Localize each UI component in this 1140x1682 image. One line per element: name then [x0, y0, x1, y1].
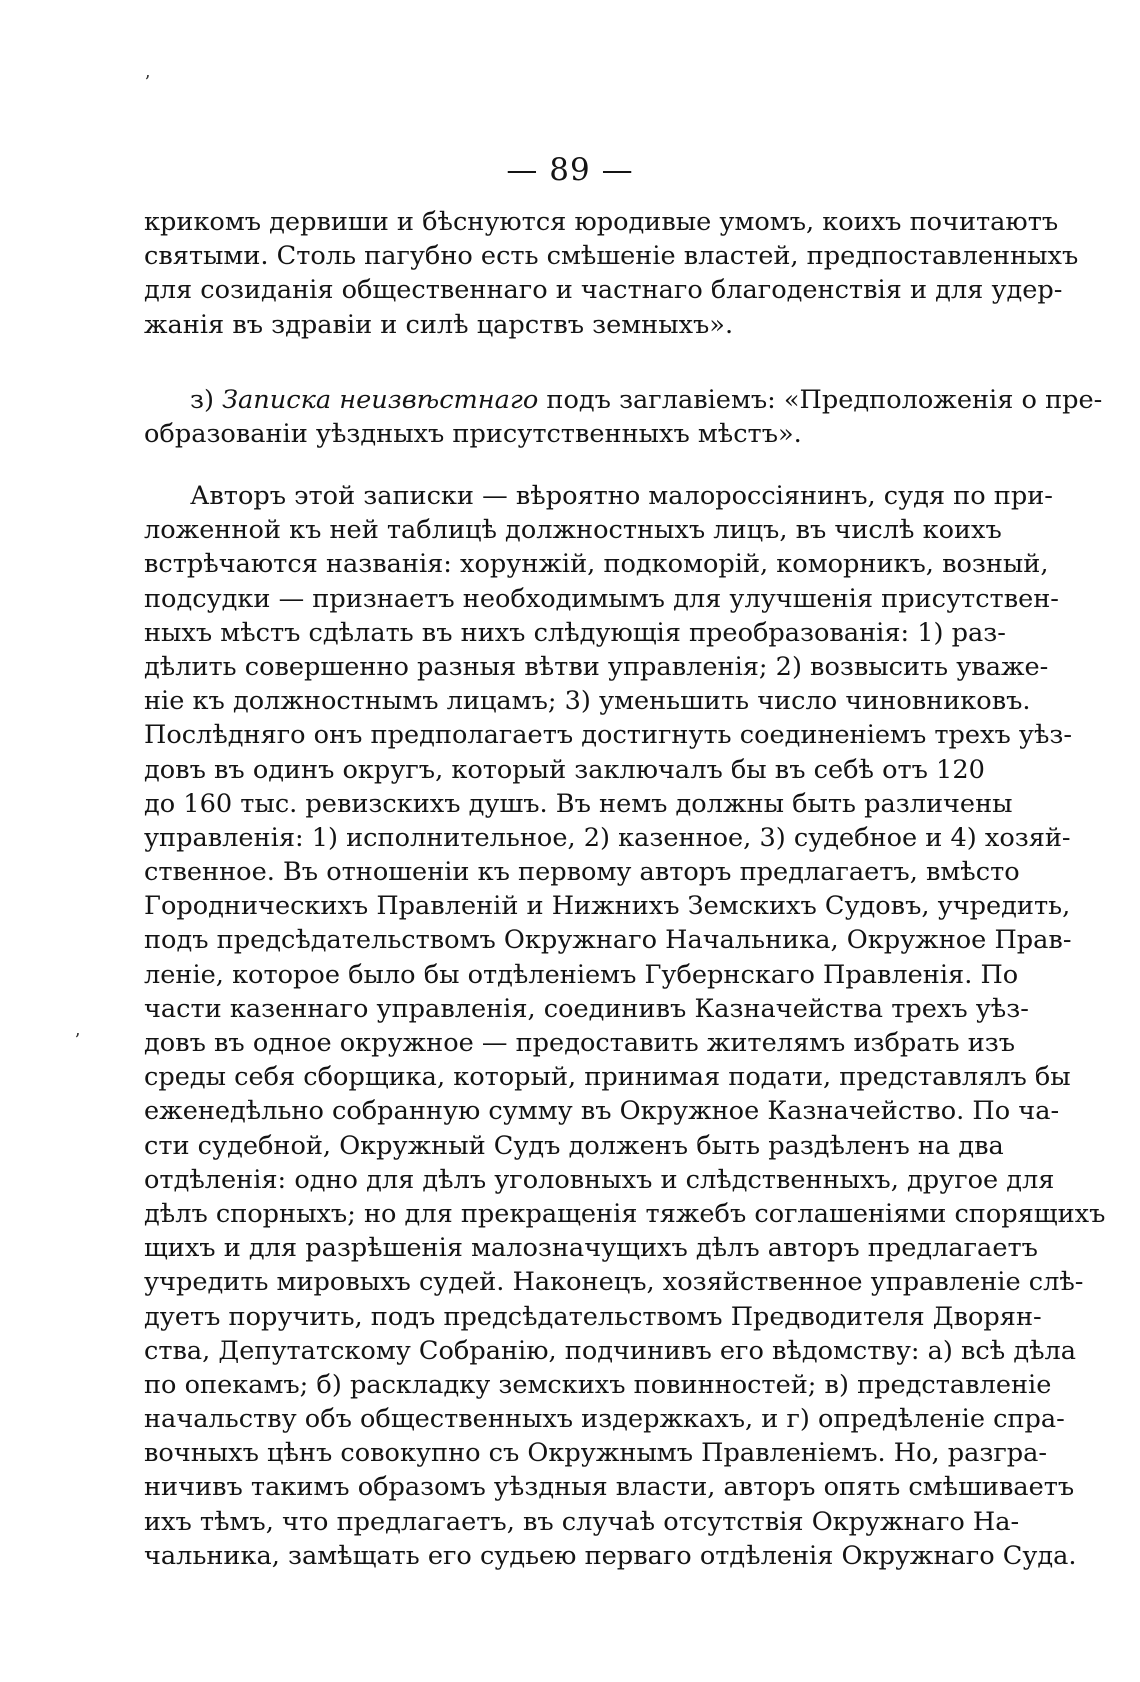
text-line: начальству объ общественныхъ издержкахъ, и г) опредѣленіе спра-: [144, 1404, 1065, 1435]
item-title-rest: подъ заглавіемъ: «Предположенія о пре-: [546, 385, 1103, 415]
item-marker: з): [190, 385, 214, 415]
text-line: Авторъ этой записки — вѣроятно малороссіянинъ, судя по при-: [190, 481, 1053, 511]
text-line: подъ предсѣдательствомъ Окружнаго Начальника, Окружное Прав-: [144, 925, 1072, 956]
text-line: еженедѣльно собранную сумму въ Окружное Казначейство. По ча-: [144, 1096, 1060, 1127]
text-line: [144, 383, 1103, 417]
text-line: ныхъ мѣстъ сдѣлать въ нихъ слѣдующія преобразованія: 1) раз-: [144, 617, 1006, 648]
text-line: части казеннаго управленія, соединивъ Казначейства трехъ уѣз-: [144, 993, 1029, 1024]
text-line: встрѣчаются названія: хорунжій, подкоморій, коморникъ, возный,: [144, 549, 1049, 580]
text-line: крикомъ дервиши и бѣснуются юродивые умомъ, коихъ почитаютъ: [144, 207, 1059, 237]
text-line: Послѣдняго онъ предполагаетъ достигнуть соединеніемъ трехъ уѣз-: [144, 720, 1073, 751]
text-line: ложенной къ ней таблицѣ должностныхъ лицъ, въ числѣ коихъ: [144, 515, 1002, 546]
text-line: ніе къ должностнымъ лицамъ; 3) уменьшить число чиновниковъ.: [144, 686, 1031, 717]
text-line: для созиданія общественнаго и частнаго благоденствія и для удер-: [144, 275, 1063, 306]
text-line: учредить мировыхъ судей. Наконецъ, хозяйственное управленіе слѣ-: [144, 1267, 1084, 1298]
text-line: ихъ тѣмъ, что предлагаетъ, въ случаѣ отсутствія Окружнаго На-: [144, 1506, 1020, 1537]
text-line: чальника, замѣщать его судьею перваго отдѣленія Окружнаго Суда.: [144, 1540, 1077, 1571]
text-line: ственное. Въ отношеніи къ первому авторъ предлагаетъ, вмѣсто: [144, 857, 1020, 888]
text-line: отдѣленія: одно для дѣлъ уголовныхъ и слѣдственныхъ, другое для: [144, 1164, 1055, 1195]
text-line: дуетъ поручить, подъ предсѣдательствомъ Предводителя Дворян-: [144, 1301, 1042, 1332]
text-line: среды себя сборщика, который, принимая подати, представлялъ бы: [144, 1062, 1071, 1093]
text-line: довъ въ одинъ округъ, который заключалъ бы въ себѣ отъ 120: [144, 754, 985, 785]
continuation-paragraph: [144, 205, 1079, 342]
stray-mark: ʼ: [144, 72, 150, 93]
text-line: сти судебной, Окружный Судъ долженъ быть раздѣленъ на два: [144, 1130, 1004, 1161]
text-line: вочныхъ цѣнъ совокупно съ Окружнымъ Правленіемъ. Но, разгра-: [144, 1438, 1048, 1469]
text-line: довъ въ одное окружное — предоставить жителямъ избрать изъ: [144, 1028, 1016, 1058]
text-line: святыми. Столь пагубно есть смѣшеніе властей, предпоставленныхъ: [144, 241, 1079, 272]
text-line: ничивъ такимъ образомъ уѣздныя власти, авторъ опять смѣшиваетъ: [144, 1472, 1075, 1503]
text-line: щихъ и для разрѣшенія малозначущихъ дѣлъ авторъ предлагаетъ: [144, 1233, 1038, 1264]
item-z-paragraph: [144, 383, 1103, 451]
text-line: дѣлить совершенно разныя вѣтви управленія; 2) возвысить уваже-: [144, 651, 1049, 682]
text-line: ства, Депутатскому Собранію, подчинивъ его вѣдомству: а) всѣ дѣла: [144, 1335, 1077, 1366]
item-italic-title: Записка неизвѣстнаго: [222, 385, 539, 415]
stray-mark: ʼ: [74, 1030, 80, 1051]
text-line: образованіи уѣздныхъ присутственныхъ мѣстъ».: [144, 419, 802, 450]
text-line: управленія: 1) исполнительное, 2) казенное, 3) судебное и 4) хозяй-: [144, 822, 1071, 853]
text-line: леніе, которое было бы отдѣленіемъ Губернскаго Правленія. По: [144, 959, 1019, 990]
page-number: — 89 —: [506, 152, 634, 188]
text-line: дѣлъ спорныхъ; но для прекращенія тяжебъ соглашеніями спорящихъ: [144, 1198, 1106, 1229]
text-line: по опекамъ; б) раскладку земскихъ повинностей; в) представленіе: [144, 1369, 1052, 1400]
text-line: подсудки — признаетъ необходимымъ для улучшенія присутствен-: [144, 583, 1059, 614]
text-line: до 160 тыс. ревизскихъ душъ. Въ немъ должны быть различены: [144, 788, 1013, 819]
main-paragraph: [144, 479, 1106, 1573]
text-line: жанія въ здравіи и силѣ царствъ земныхъ».: [144, 309, 734, 340]
text-line: Городническихъ Правленій и Нижнихъ Земскихъ Судовъ, учредить,: [144, 891, 1071, 922]
